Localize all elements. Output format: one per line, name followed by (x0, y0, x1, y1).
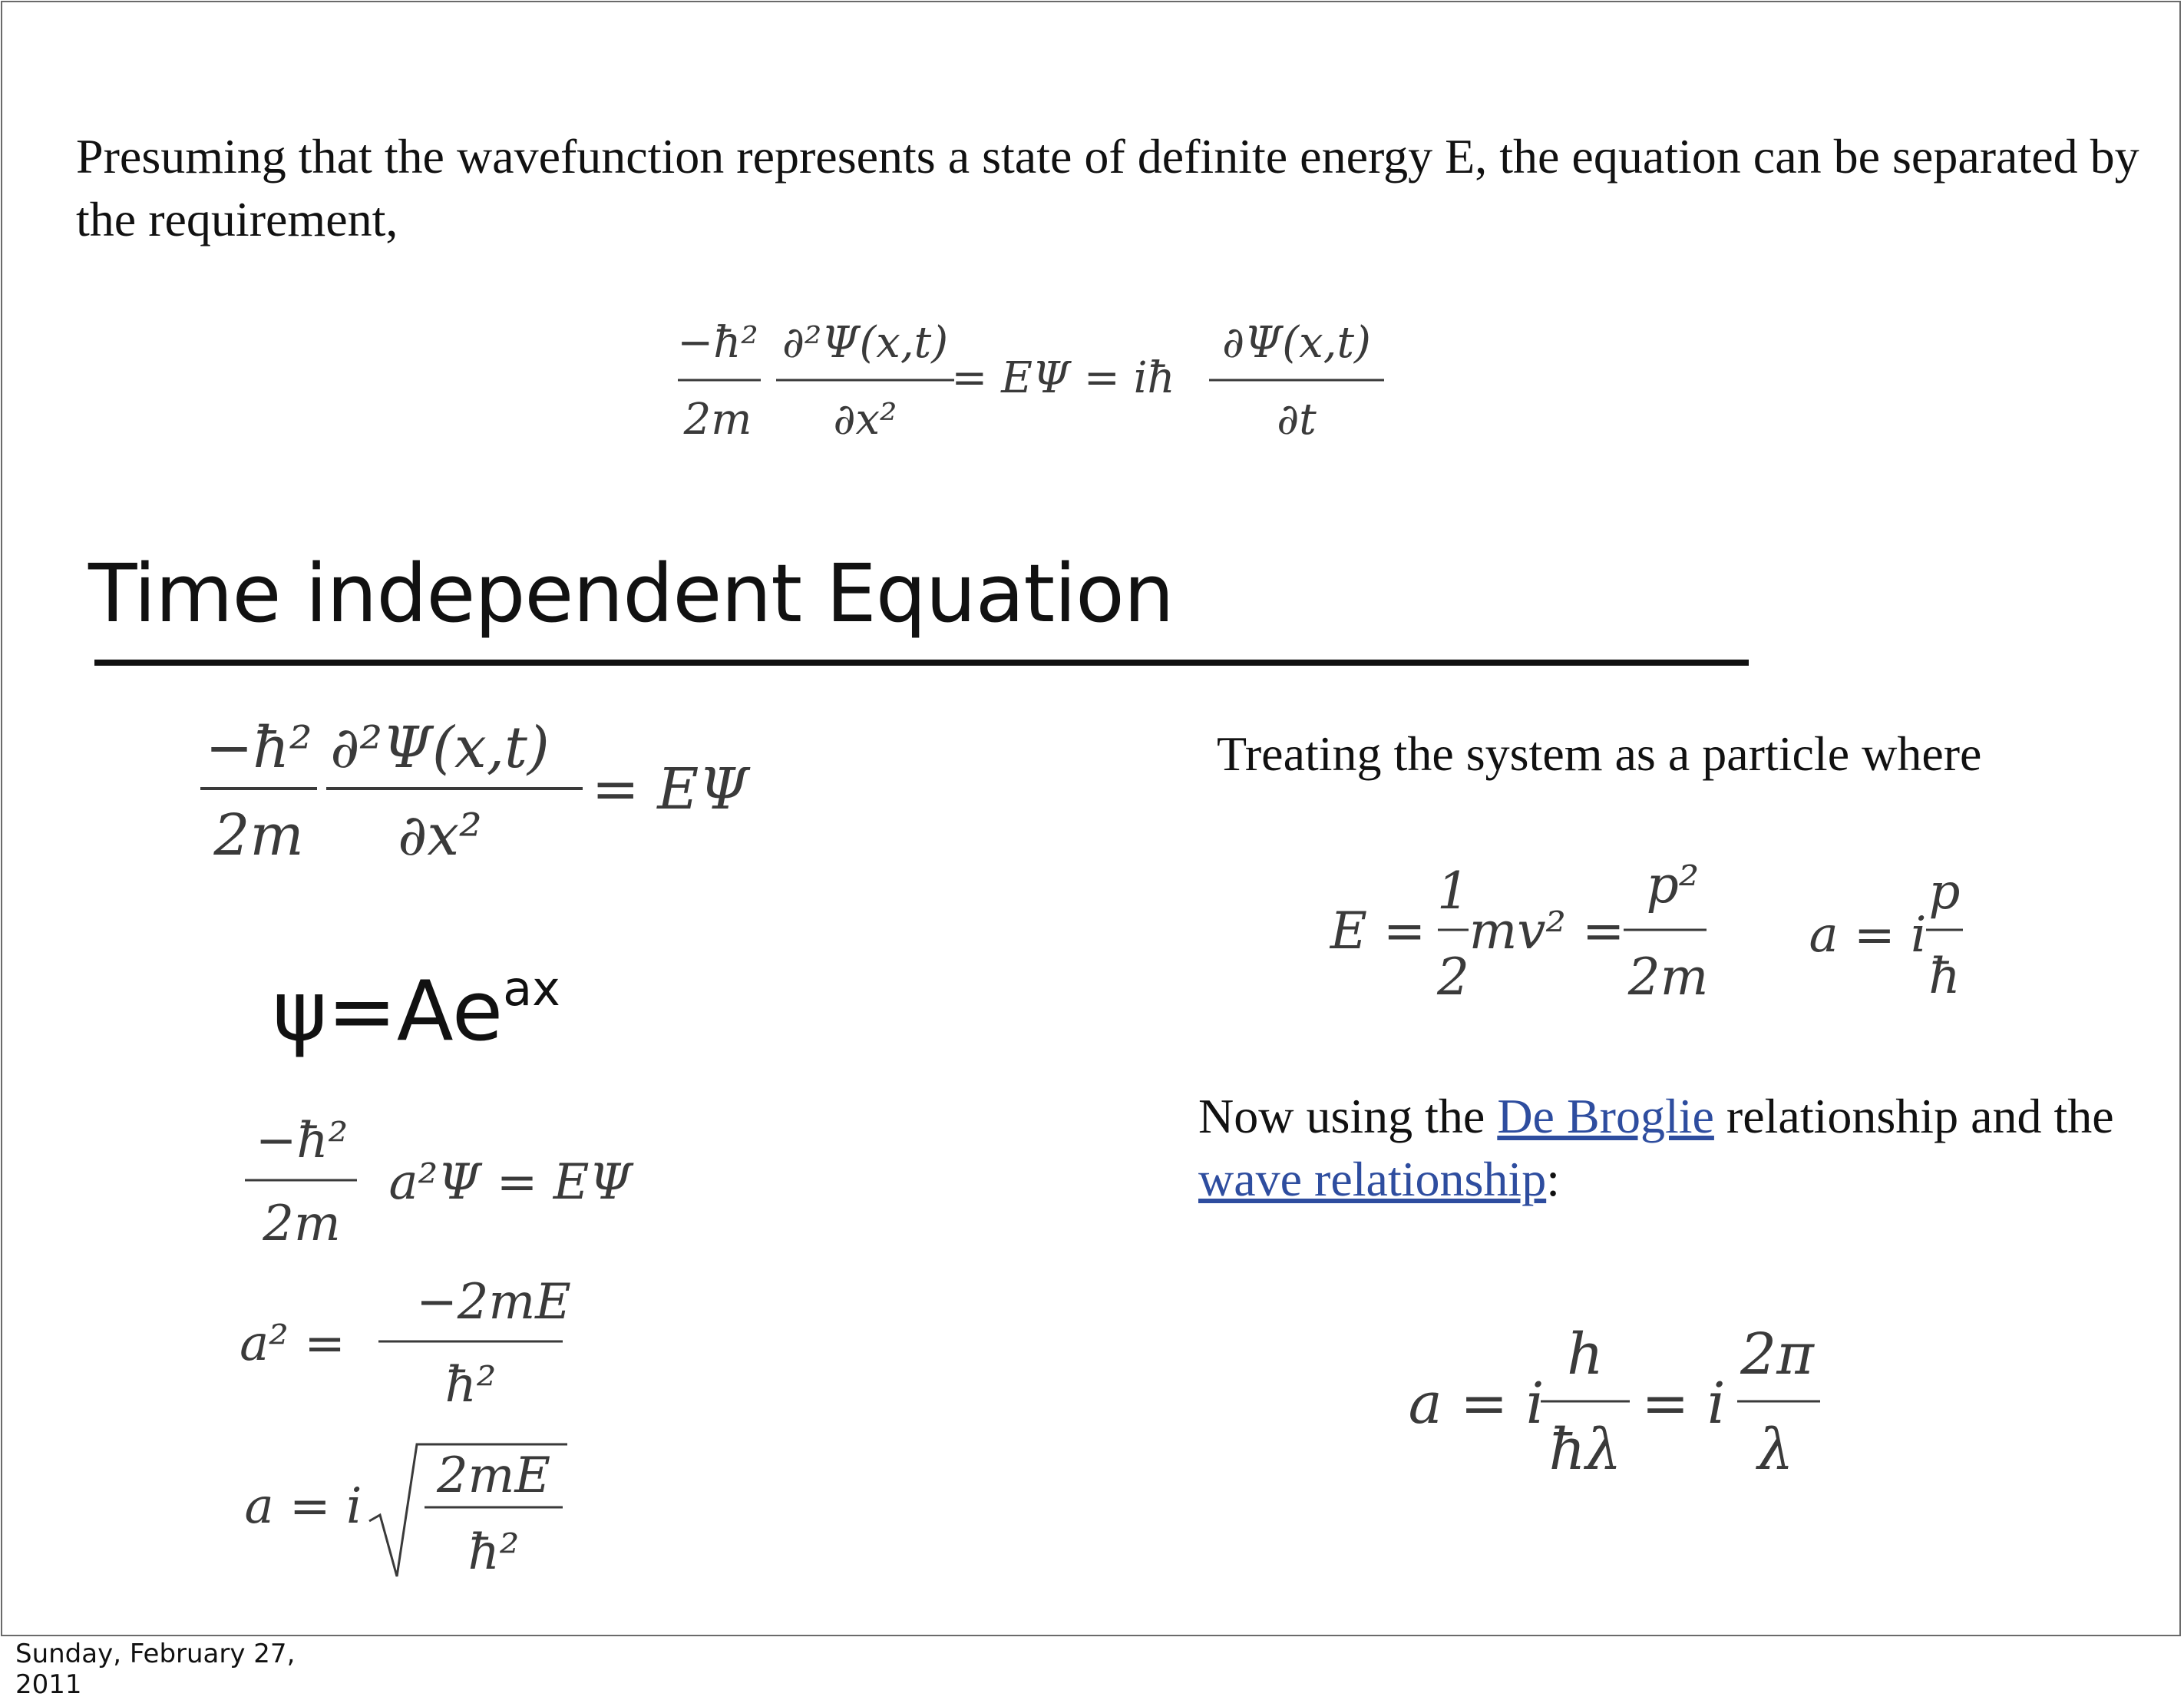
psi-base: ψ=Ae (273, 964, 504, 1060)
eq2-den-2: ∂x² (398, 802, 482, 868)
now-middle: relationship and the (1713, 1089, 2114, 1143)
equation-a-wave (1399, 1315, 1829, 1492)
eq1-mid: = EΨ = iħ (951, 353, 1175, 403)
eq3-den: 2m (263, 1196, 341, 1252)
eq1-den-3: ∂t (1277, 395, 1317, 445)
eq5-num: 2mE (436, 1447, 551, 1504)
slide (1, 1, 2181, 1636)
equation-a-squared (233, 1269, 586, 1415)
eq3-num: −ħ² (255, 1113, 349, 1169)
eq8-num-2: 2π (1740, 1321, 1814, 1387)
eq2-rhs: = EΨ (591, 756, 749, 822)
footer-date: Sunday, February 27, 2011 (15, 1639, 296, 1700)
treating-text: Treating the system as a particle where (1217, 726, 1982, 781)
eq1-num-2: ∂²Ψ(x,t) (781, 318, 949, 368)
eq5-lhs: a = i (244, 1478, 362, 1535)
eq2-num-2: ∂²Ψ(x,t) (330, 715, 550, 781)
eq6-half-den: 2 (1437, 948, 1469, 1007)
eq5-den: ħ² (468, 1524, 520, 1581)
equation-time-independent (194, 709, 778, 878)
eq1-num-1: −ħ² (677, 318, 758, 368)
eq8-mid: = i (1641, 1371, 1726, 1437)
eq6-half-num: 1 (1437, 862, 1469, 921)
eq2-den-1: 2m (213, 802, 304, 868)
eq3-rhs: a²Ψ = EΨ (388, 1154, 633, 1211)
eq6-p-den: 2m (1627, 948, 1709, 1007)
eq6-p-num: p² (1646, 855, 1700, 914)
equation-separated (662, 309, 1415, 463)
eq7-num: p (1928, 864, 1961, 921)
eq8-den-2: λ (1757, 1417, 1794, 1483)
wave-relationship-link[interactable]: wave relationship (1198, 1152, 1547, 1206)
psi-exponent: ax (503, 961, 560, 1017)
eq7-den: ħ (1928, 948, 1961, 1005)
eq7-lhs: a = i (1809, 907, 1927, 964)
equation-substituted (233, 1108, 709, 1262)
now-prefix: Now using the (1198, 1089, 1498, 1143)
de-broglie-link[interactable]: De Broglie (1497, 1089, 1714, 1143)
eq4-num: −2mE (416, 1274, 571, 1331)
eq8-num-1: h (1567, 1321, 1604, 1387)
heading-underline (94, 660, 1749, 666)
now-suffix: : (1546, 1152, 1560, 1206)
equation-a-momentum (1799, 855, 1983, 1016)
equation-a-solution (233, 1430, 586, 1584)
eq4-den: ħ² (444, 1357, 497, 1414)
eq8-den-1: ħλ (1548, 1417, 1622, 1483)
eq8-lhs: a = i (1408, 1371, 1545, 1437)
section-heading: Time independent Equation (88, 547, 1174, 640)
eq6-mv: mv² = (1469, 901, 1625, 961)
eq2-num-1: −ħ² (205, 715, 312, 781)
eq6-lhs: E = (1330, 901, 1426, 961)
psi-trial-function (273, 945, 560, 1062)
eq4-lhs: a² = (240, 1315, 345, 1372)
eq1-den-1: 2m (683, 395, 752, 445)
intro-paragraph: Presuming that the wavefunction represents a state of definite energy E, the equation can be separated by the requirement, (76, 129, 2139, 246)
eq1-num-3: ∂Ψ(x,t) (1222, 318, 1371, 368)
now-using-text (1198, 1085, 2173, 1211)
eq1-den-2: ∂x² (833, 395, 897, 445)
equation-energy (1323, 847, 1753, 1016)
